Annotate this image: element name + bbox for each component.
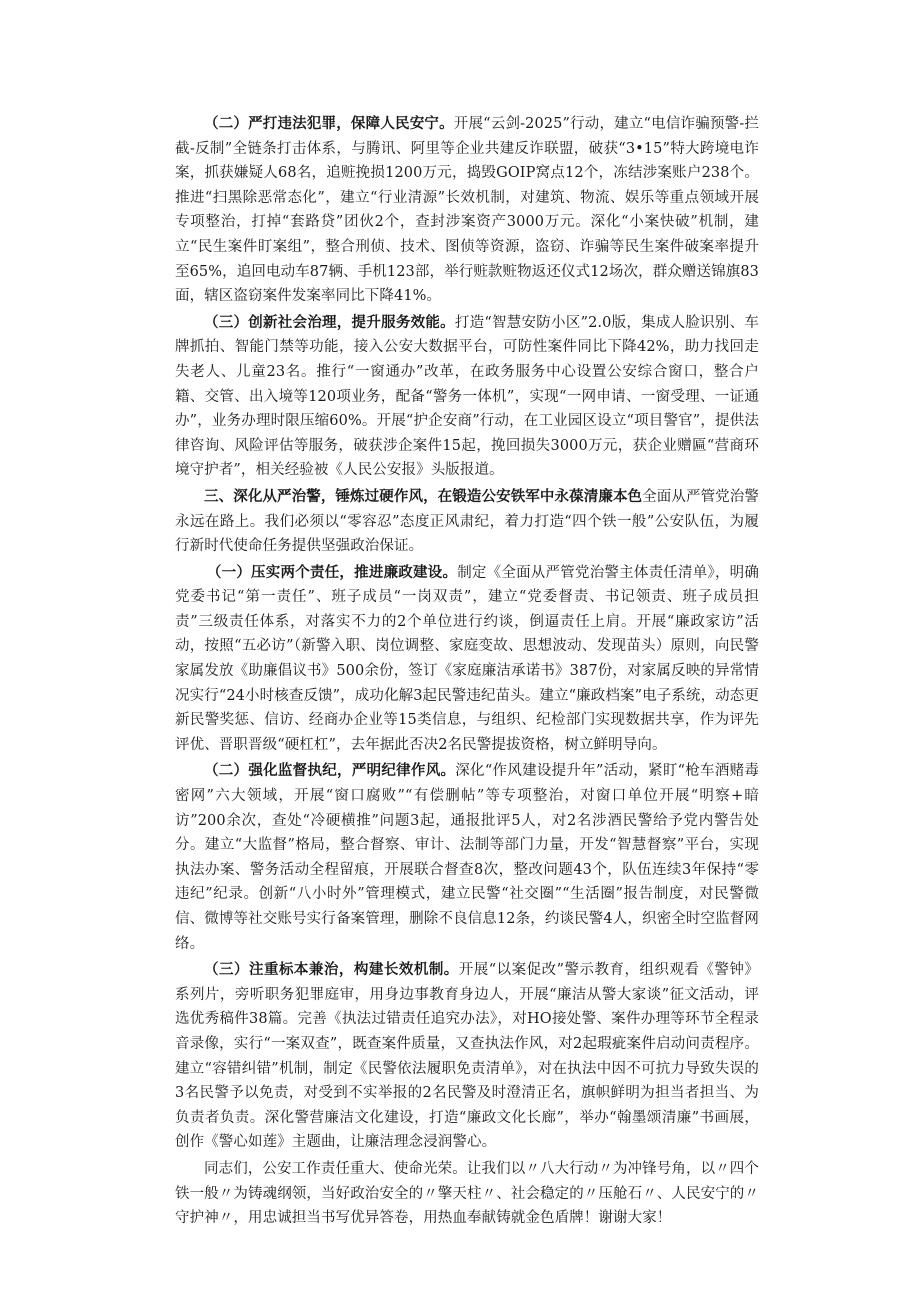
paragraph-body: 开展“云剑-2025”行动，建立“电信诈骗预警-拦截-反制”全链条打击体系，与腾讯、阿里等企业共建反诈联盟，破获“3•15”特大跨境电诈案，抓获嫌疑人68名，追赃挽损1200万元，捣毁GOIP窝点12个，冻结涉案账户238个。推进“扫黑除恶常态化”，建立“行业清源”长效机制，对建筑、物流、娱乐等重点领域开展专项整治，打掉“套路贷”团伙2个，查封涉案资产3000万元。深化“小案快破”机制，建立“民生案件盯案组”，整合刑侦、技术、图侦等资源，盗窃、诈骗等民生案件破案率提升至65%，追回电动车87辆、手机123部，举行赃款赃物返还仪式12场次，群众赠送锦旗83面，辖区盗窃案件发案率同比下降41%。	[175, 116, 760, 305]
paragraph-supervision	[175, 759, 759, 956]
paragraph-social-governance	[175, 311, 759, 483]
paragraph-lead: （二）强化监督执纪，严明纪律作风。	[204, 762, 456, 780]
paragraph-closing	[175, 1157, 759, 1231]
paragraph-body: 开展“以案促改”警示教育，组织观看《警钟》系列片，旁听职务犯罪庭审，用身边事教育身边人，开展“廉洁从警大家谈”征文活动，评选优秀稿件38篇。完善《执法过错责任追究办法》，对HO接处警、案件办理等环节全程录音录像，实行“一案双查”，既查案件质量，又查执法作风，对2起瑕疵案件启动问责程序。建立“容错纠错”机制，制定《民警依法履职免责清单》，对在执法中因不可抗力导致失误的3名民警予以免责，对受到不实举报的2名民警及时澄清正名，旗帜鲜明为担当者担当、为负责者负责。深化警营廉洁文化建设，打造“廉政文化长廊”，举办“翰墨颂清廉”书画展，创作《警心如莲》主题曲，让廉洁理念浸润警心。	[175, 962, 759, 1151]
paragraph-body: 打造“智慧安防小区”2.0版，集成人脸识别、车牌抓拍、智能门禁等功能，接入公安大数据平台，可防性案件同比下降42%，助力找回走失老人、儿童23名。推行“一窗通办”改革，在政务服务中心设置公安综合窗口，整合户籍、交管、出入境等120项业务，配备“警务一体机”，实现“一网申请、一窗受理、一证通办”，业务办理时限压缩60%。开展“护企安商”行动，在工业园区设立“项目警官”，提供法律咨询、风险评估等服务，破获涉企案件15起，挽回损失3000万元，获企业赠匾“营商环境守护者”，相关经验被《人民公安报》头版报道。	[175, 314, 760, 479]
section-three-heading	[175, 485, 759, 559]
paragraph-responsibility	[175, 561, 759, 758]
paragraph-body: 全面从严管党治警永远在路上。我们必须以“零容忍”态度正风肃纪，着力打造“四个铁一般”公安队伍，为履行新时代使命任务提供坚强政治保证。	[175, 488, 759, 555]
paragraph-body: 同志们，公安工作责任重大、使命光荣。让我们以〃八大行动〃为冲锋号角，以〃四个铁一般〃为铸魂纲领，当好政治安全的〃擎天柱〃、社会稳定的〃压舱石〃、人民安宁的〃守护神〃，用忠诚担当书写优异答卷，用热血奉献铸就金色盾牌！谢谢大家！	[175, 1160, 759, 1227]
paragraph-long-term-mechanism	[175, 958, 759, 1155]
paragraph-lead: （二）严打违法犯罪，保障人民安宁。	[204, 115, 454, 132]
paragraph-body: 制定《全面从严管党治警主体责任清单》，明确党委书记“第一责任”、班子成员“一岗双责”，建立“党委督责、书记领责、班子成员担责”三级责任体系，对落实不力的2个单位进行约谈，倒逼责任上肩。开展“廉政家访”活动，按照“五必访”（新警入职、岗位调整、家庭变故、思想波动、发现苗头）原则，向民警家属发放《助廉倡议书》500余份，签订《家庭廉洁承诺书》387份，对家属反映的异常情况实行“24小时核查反馈”，成功化解3起民警违纪苗头。建立“廉政档案”电子系统，动态更新民警奖惩、信访、经商办企业等15类信息，与组织、纪检部门实现数据共享，作为评先评优、晋职晋级“硬杠杠”，去年据此否决2名民警提拔资格，树立鲜明导向。	[175, 564, 759, 753]
section-heading: 三、深化从严治警，锤炼过硬作风，在锻造公安铁军中永葆清廉本色	[204, 487, 643, 505]
paragraph-body: 深化“作风建设提升年”活动，紧盯“枪车酒赌毒密网”六大领域，开展“窗口腐败”“有偿删帖”等专项整治，对窗口单位开展“明察+暗访”200余次，查处“冷硬横推”问题3起，通报批评5人，对2名涉酒民警给予党内警告处分。建立“大监督”格局，整合督察、审计、法制等部门力量，开发“智慧督察”平台，实现执法办案、警务活动全程留痕，开展联合督查8次，整改问题43个，队伍连续3年保持“零违纪”纪录。创新“八小时外”管理模式，建立民警“社交圈”“生活圈”报告制度，对民警微信、微博等社交账号实行备案管理，删除不良信息12条，约谈民警4人，织密全时空监督网络。	[175, 763, 760, 952]
paragraph-lead: （三）创新社会治理，提升服务效能。	[204, 313, 455, 331]
paragraph-lead: （一）压实两个责任，推进廉政建设。	[206, 563, 458, 581]
paragraph-lead: （三）注重标本兼治，构建长效机制。	[204, 961, 459, 979]
document-page	[175, 112, 759, 1233]
paragraph-crime-crackdown	[175, 112, 759, 309]
